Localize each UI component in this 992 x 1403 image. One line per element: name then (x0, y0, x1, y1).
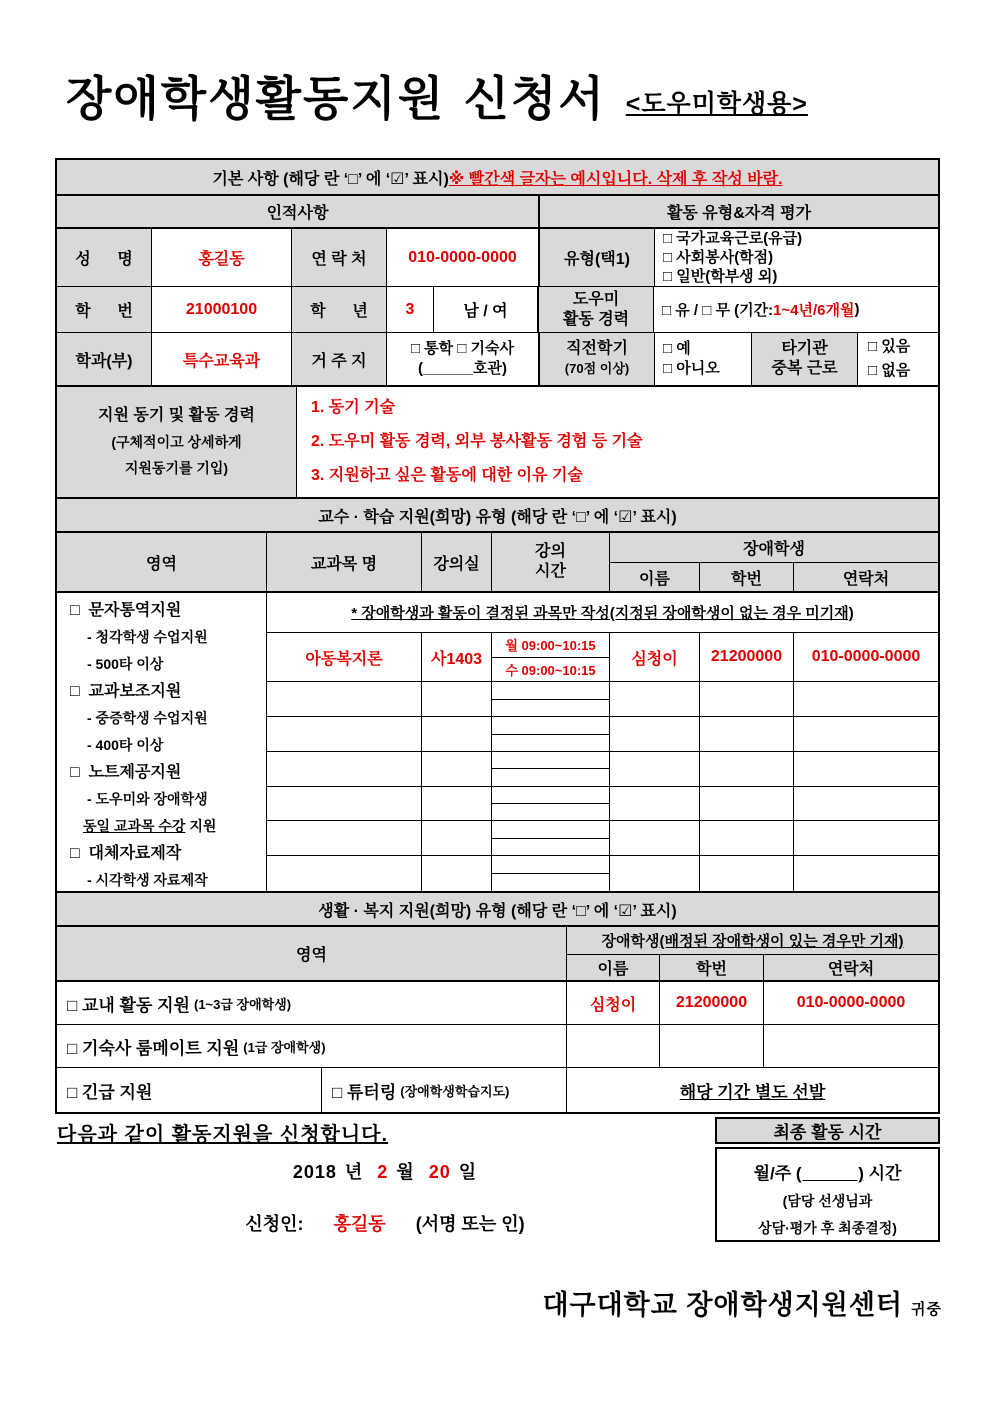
area-text-interpret-sub1: - 청각학생 수업지원 (87, 629, 208, 645)
time-slot-2: 수 09:00~10:15 (505, 663, 596, 678)
time-slot-1 (492, 787, 609, 804)
academic-area-list (57, 593, 267, 891)
type-option-social-checkbox: □ 사회봉사(학점) (663, 249, 774, 266)
student-name-cell (610, 787, 700, 821)
residence-dorm-blank: (______호관) (417, 360, 507, 377)
final-activity-time-box (715, 1117, 940, 1242)
organization-line (542, 1283, 942, 1322)
student-id-value: 21000100 (152, 287, 292, 332)
academic-section-title: 교수 · 학습 지원(희망) 유형 (해당 란 ‘□’ 에 ‘☑’ 표시) (318, 508, 677, 526)
area-subject-assist-checkbox: □ 교과보조지원 (70, 683, 182, 700)
student-id-cell (700, 717, 794, 751)
motivation-label-line3: 지원동기를 기입) (124, 460, 229, 476)
motivation-item-1: 1. 동기 기술 (311, 399, 396, 416)
motivation-label-line1: 지원 동기 및 활동 경력 (98, 407, 255, 424)
final-activity-time-body (715, 1147, 940, 1242)
area-subject-assist-sub2: - 400타 이상 (87, 737, 164, 753)
duplicate-work-label-line2: 중복 근로 (771, 360, 838, 377)
date-year: 2018 (292, 1162, 337, 1182)
student-id-cell (700, 856, 794, 891)
student-contact-cell (794, 717, 938, 751)
area-note-taking-sub2-underline: 동일 교과목 수강 (83, 818, 186, 834)
academic-col-time-line1: 강의 (535, 543, 566, 560)
separate-selection-text: 해당 기간 별도 선발 (679, 1082, 826, 1102)
room-cell (422, 717, 492, 751)
time-slot-2 (492, 839, 609, 855)
welfare-student-subheader (567, 955, 938, 980)
duplicate-work-label (752, 333, 858, 385)
application-form (55, 158, 940, 1114)
helper-experience-options (654, 287, 938, 332)
type-option-national-checkbox: □ 국가교육근로(유급) (663, 230, 803, 247)
motivation-items (297, 387, 938, 497)
tutoring-label: □ 튜터링 (332, 1082, 397, 1102)
row-dept-residence (57, 333, 938, 387)
department-value: 특수교육과 (152, 333, 292, 385)
time-slot-2 (492, 700, 609, 716)
helper-experience-label-line2: 활동 경력 (562, 310, 630, 328)
activity-section-title: 활동 유형&자격 평가 (540, 196, 938, 227)
academic-note-row (267, 593, 938, 633)
notice-text (57, 160, 938, 194)
contact-value: 010-0000-0000 (387, 229, 540, 286)
name-value: 홍길동 (152, 229, 292, 286)
section-header-row (57, 196, 938, 229)
room-cell (422, 856, 492, 891)
student-name-cell (610, 821, 700, 855)
notice-bar (57, 160, 938, 196)
welfare-contact-cell: 010-0000-0000 (796, 994, 906, 1011)
academic-body-row (57, 593, 938, 893)
dorm-roommate-note: (1급 장애학생) (243, 1039, 326, 1055)
area-note-taking-checkbox: □ 노트제공지원 (70, 764, 182, 781)
row-name-contact-type (57, 229, 938, 287)
welfare-section-title: 생활 · 복지 지원(희망) 유형 (해당 란 ‘□’ 에 ‘☑’ 표시) (318, 902, 677, 920)
student-id-cell (700, 682, 794, 716)
academic-empty-row (267, 856, 938, 891)
subject-cell (267, 682, 422, 716)
time-slot-2 (492, 874, 609, 891)
welfare-header-row (57, 927, 938, 982)
student-name-cell (610, 752, 700, 786)
prev-semester-label-line1: 직전학기 (566, 340, 628, 357)
department-label: 학과(부) (57, 333, 152, 385)
student-name-cell: 심청이 (610, 633, 700, 682)
time-slot-2 (492, 804, 609, 820)
name-label: 성 명 (57, 229, 152, 286)
duplicate-work-label-line1: 타기관 (781, 340, 828, 357)
academic-col-name: 이름 (610, 563, 700, 591)
residence-checkboxes: □ 통학 □ 기숙사 (410, 340, 515, 357)
personal-section-title: 인적사항 (57, 196, 540, 227)
subject-cell (267, 856, 422, 891)
academic-data-row (267, 633, 938, 683)
welfare-row-urgent (57, 1068, 938, 1112)
tutoring-checkbox (322, 1068, 567, 1112)
helper-experience-close: ) (854, 301, 860, 318)
student-contact-cell (794, 821, 938, 855)
student-contact-cell (794, 787, 938, 821)
date-month-unit: 월 (396, 1162, 415, 1182)
subject-cell (267, 717, 422, 751)
time-cell (492, 717, 610, 751)
welfare-row-dorm (57, 1025, 938, 1068)
weekly-hours-prefix: 월/주 (753, 1164, 796, 1183)
declaration-text: 다음과 같이 활동지원을 신청합니다. (57, 1124, 389, 1146)
room-cell: 사1403 (422, 633, 492, 682)
academic-col-area: 영역 (57, 533, 267, 591)
student-id-cell (700, 752, 794, 786)
student-name-cell (610, 717, 700, 751)
motivation-label (57, 387, 297, 497)
helper-experience-label (539, 287, 654, 332)
welfare-col-id: 학번 (660, 955, 764, 980)
year-label: 학 년 (292, 287, 387, 332)
welfare-id-cell: 21200000 (660, 982, 764, 1024)
welfare-col-name: 이름 (567, 955, 660, 980)
subject-cell (267, 821, 422, 855)
final-note-line2: 상담·평가 후 최종결정) (758, 1220, 897, 1236)
welfare-col-student (567, 927, 938, 955)
area-alt-material-checkbox: □ 대체자료제작 (70, 845, 182, 862)
subject-cell: 아동복지론 (267, 633, 422, 682)
academic-rows (267, 593, 938, 891)
academic-col-student: 장애학생 (610, 533, 938, 563)
academic-empty-row (267, 682, 938, 717)
student-id-cell (700, 821, 794, 855)
date-month: 2 (377, 1162, 389, 1182)
time-slot-1: 월 09:00~10:15 (492, 633, 609, 658)
time-slot-1 (492, 682, 609, 699)
prev-semester-yes-checkbox: □ 예 (663, 340, 691, 357)
academic-col-room: 강의실 (422, 533, 492, 591)
room-cell (422, 752, 492, 786)
subject-cell (267, 787, 422, 821)
time-cell (492, 856, 610, 891)
type-options (655, 229, 938, 286)
dorm-roommate-checkbox (57, 1025, 567, 1067)
academic-empty-row (267, 821, 938, 856)
time-slot-1 (492, 752, 609, 769)
prev-semester-label-line2: (70점 이상) (564, 361, 630, 376)
area-alt-material-sub1: - 시각학생 자료제작 (87, 872, 208, 888)
date-year-unit: 년 (344, 1162, 364, 1182)
area-text-interpret-checkbox: □ 문자통역지원 (70, 602, 182, 619)
title-row (66, 72, 808, 127)
academic-empty-row (267, 717, 938, 752)
date-line (55, 1158, 715, 1184)
time-slot-1 (492, 856, 609, 874)
motivation-row (57, 387, 938, 499)
area-note-taking-sub1: - 도우미와 장애학생 (87, 791, 208, 807)
welfare-id-cell (660, 1025, 764, 1067)
applicant-name: 홍길동 (333, 1214, 386, 1234)
student-contact-cell (794, 856, 938, 891)
contact-label: 연 락 처 (292, 229, 387, 286)
academic-header-row (57, 533, 938, 593)
signature-note: (서명 또는 인) (415, 1214, 525, 1234)
duplicate-work-no-checkbox: □ 없음 (868, 362, 911, 379)
academic-empty-row (267, 752, 938, 787)
academic-empty-row (267, 787, 938, 822)
campus-activity-label: □ 교내 활동 지원 (67, 995, 190, 1015)
student-id-cell: 21200000 (700, 633, 794, 682)
area-note-taking-sub2-rest: 지원 (185, 818, 217, 834)
student-contact-cell (794, 682, 938, 716)
page-title: 장애학생활동지원 신청서 (66, 72, 606, 127)
organization-suffix: 귀중 (911, 1301, 942, 1318)
student-id-cell (700, 787, 794, 821)
campus-activity-checkbox (57, 982, 567, 1024)
tutoring-note: (장애학생학습지도) (400, 1083, 510, 1099)
academic-col-id: 학번 (700, 563, 794, 591)
final-activity-time-title: 최종 활동 시간 (715, 1117, 940, 1144)
final-note-line1: (담당 선생님과 (782, 1193, 873, 1209)
campus-activity-note: (1~3급 장애학생) (193, 996, 292, 1012)
dorm-roommate-label: □ 기숙사 룸메이트 지원 (67, 1038, 240, 1058)
helper-experience-period: 1~4년/6개월 (773, 302, 855, 319)
academic-col-subject: 교과목 명 (267, 533, 422, 591)
residence-label: 거 주 지 (292, 333, 387, 385)
academic-note: * 장애학생과 활동이 결정된 과목만 작성(지정된 장애학생이 없는 경우 미기재) (351, 604, 854, 622)
separate-selection-note (567, 1068, 938, 1112)
academic-col-time-line2: 시간 (535, 563, 566, 580)
academic-col-contact: 연락처 (794, 563, 938, 591)
duplicate-work-options (858, 333, 938, 385)
type-label: 유형(택1) (540, 229, 655, 286)
motivation-item-2: 2. 도우미 활동 경력, 외부 봉사활동 경험 등 기술 (311, 433, 643, 450)
room-cell (422, 682, 492, 716)
welfare-col-area: 영역 (57, 927, 567, 980)
gender-value: 남 / 여 (434, 287, 539, 332)
urgent-support-label: □ 긴급 지원 (67, 1082, 153, 1102)
welfare-student-group (567, 927, 938, 980)
time-cell (492, 633, 610, 682)
helper-experience-label-line1: 도우미 (572, 290, 620, 308)
weekly-hours-blank: ( ) (795, 1164, 864, 1183)
weekly-hours-suffix: 시간 (863, 1164, 902, 1183)
time-cell (492, 752, 610, 786)
time-cell (492, 821, 610, 855)
welfare-name-cell: 심청이 (567, 982, 660, 1024)
prev-semester-no-checkbox: □ 아니오 (663, 360, 720, 377)
notice-black: 기본 사항 (해당 란 ‘□’ 에 ‘☑’ 표시) (212, 170, 449, 188)
organization-name: 대구대학교 장애학생지원센터 (542, 1290, 904, 1320)
year-value: 3 (387, 287, 434, 332)
student-name-cell (610, 682, 700, 716)
academic-student-group (610, 533, 938, 591)
academic-section-title-row (57, 499, 938, 533)
motivation-item-3: 3. 지원하고 싶은 활동에 대한 이유 기술 (311, 467, 583, 484)
time-cell (492, 682, 610, 716)
date-day-unit: 일 (458, 1162, 478, 1182)
room-cell (422, 821, 492, 855)
academic-student-subheader (610, 563, 938, 591)
area-subject-assist-sub1: - 중증학생 수업지원 (87, 710, 208, 726)
student-contact-cell: 010-0000-0000 (811, 648, 921, 666)
residence-options (387, 333, 540, 385)
student-id-label: 학 번 (57, 287, 152, 332)
weekly-hours-line (717, 1159, 938, 1184)
academic-col-time (492, 533, 610, 591)
room-cell (422, 787, 492, 821)
urgent-support-checkbox (57, 1068, 322, 1112)
welfare-row-campus (57, 982, 938, 1025)
subject-cell (267, 752, 422, 786)
welfare-section-title-row (57, 893, 938, 927)
motivation-label-line2: (구체적이고 상세하게 (111, 434, 242, 450)
applicant-label: 신청인: (245, 1214, 304, 1234)
welfare-contact-cell (764, 1025, 938, 1067)
time-slot-2 (492, 735, 609, 751)
time-slot-1 (492, 821, 609, 838)
prev-semester-label (540, 333, 655, 385)
date-day: 20 (428, 1162, 451, 1182)
area-text-interpret-sub2: - 500타 이상 (87, 656, 164, 672)
row-id-year-experience (57, 287, 938, 333)
applicant-line (55, 1210, 715, 1236)
page-title-tag: <도우미학생용> (625, 90, 808, 118)
time-slot-2 (492, 769, 609, 785)
welfare-col-student-label: 장애학생 (601, 933, 660, 950)
type-option-general-checkbox: □ 일반(학부생 외) (663, 268, 778, 285)
duplicate-work-yes-checkbox: □ 있음 (868, 338, 911, 355)
time-slot-1 (492, 717, 609, 734)
welfare-name-cell (567, 1025, 660, 1067)
welfare-col-student-note: (배정된 장애학생이 있는 경우만 기재) (659, 933, 904, 950)
time-cell (492, 787, 610, 821)
welfare-col-contact: 연락처 (764, 955, 938, 980)
student-name-cell (610, 856, 700, 891)
prev-semester-options (655, 333, 752, 385)
student-contact-cell (794, 752, 938, 786)
helper-experience-checkboxes: □ 유 / □ 무 (기간: (662, 302, 774, 319)
notice-red: ※ 빨간색 글자는 예시입니다. 삭제 후 작성 바람. (448, 170, 783, 188)
area-note-taking-sub2 (57, 813, 216, 840)
